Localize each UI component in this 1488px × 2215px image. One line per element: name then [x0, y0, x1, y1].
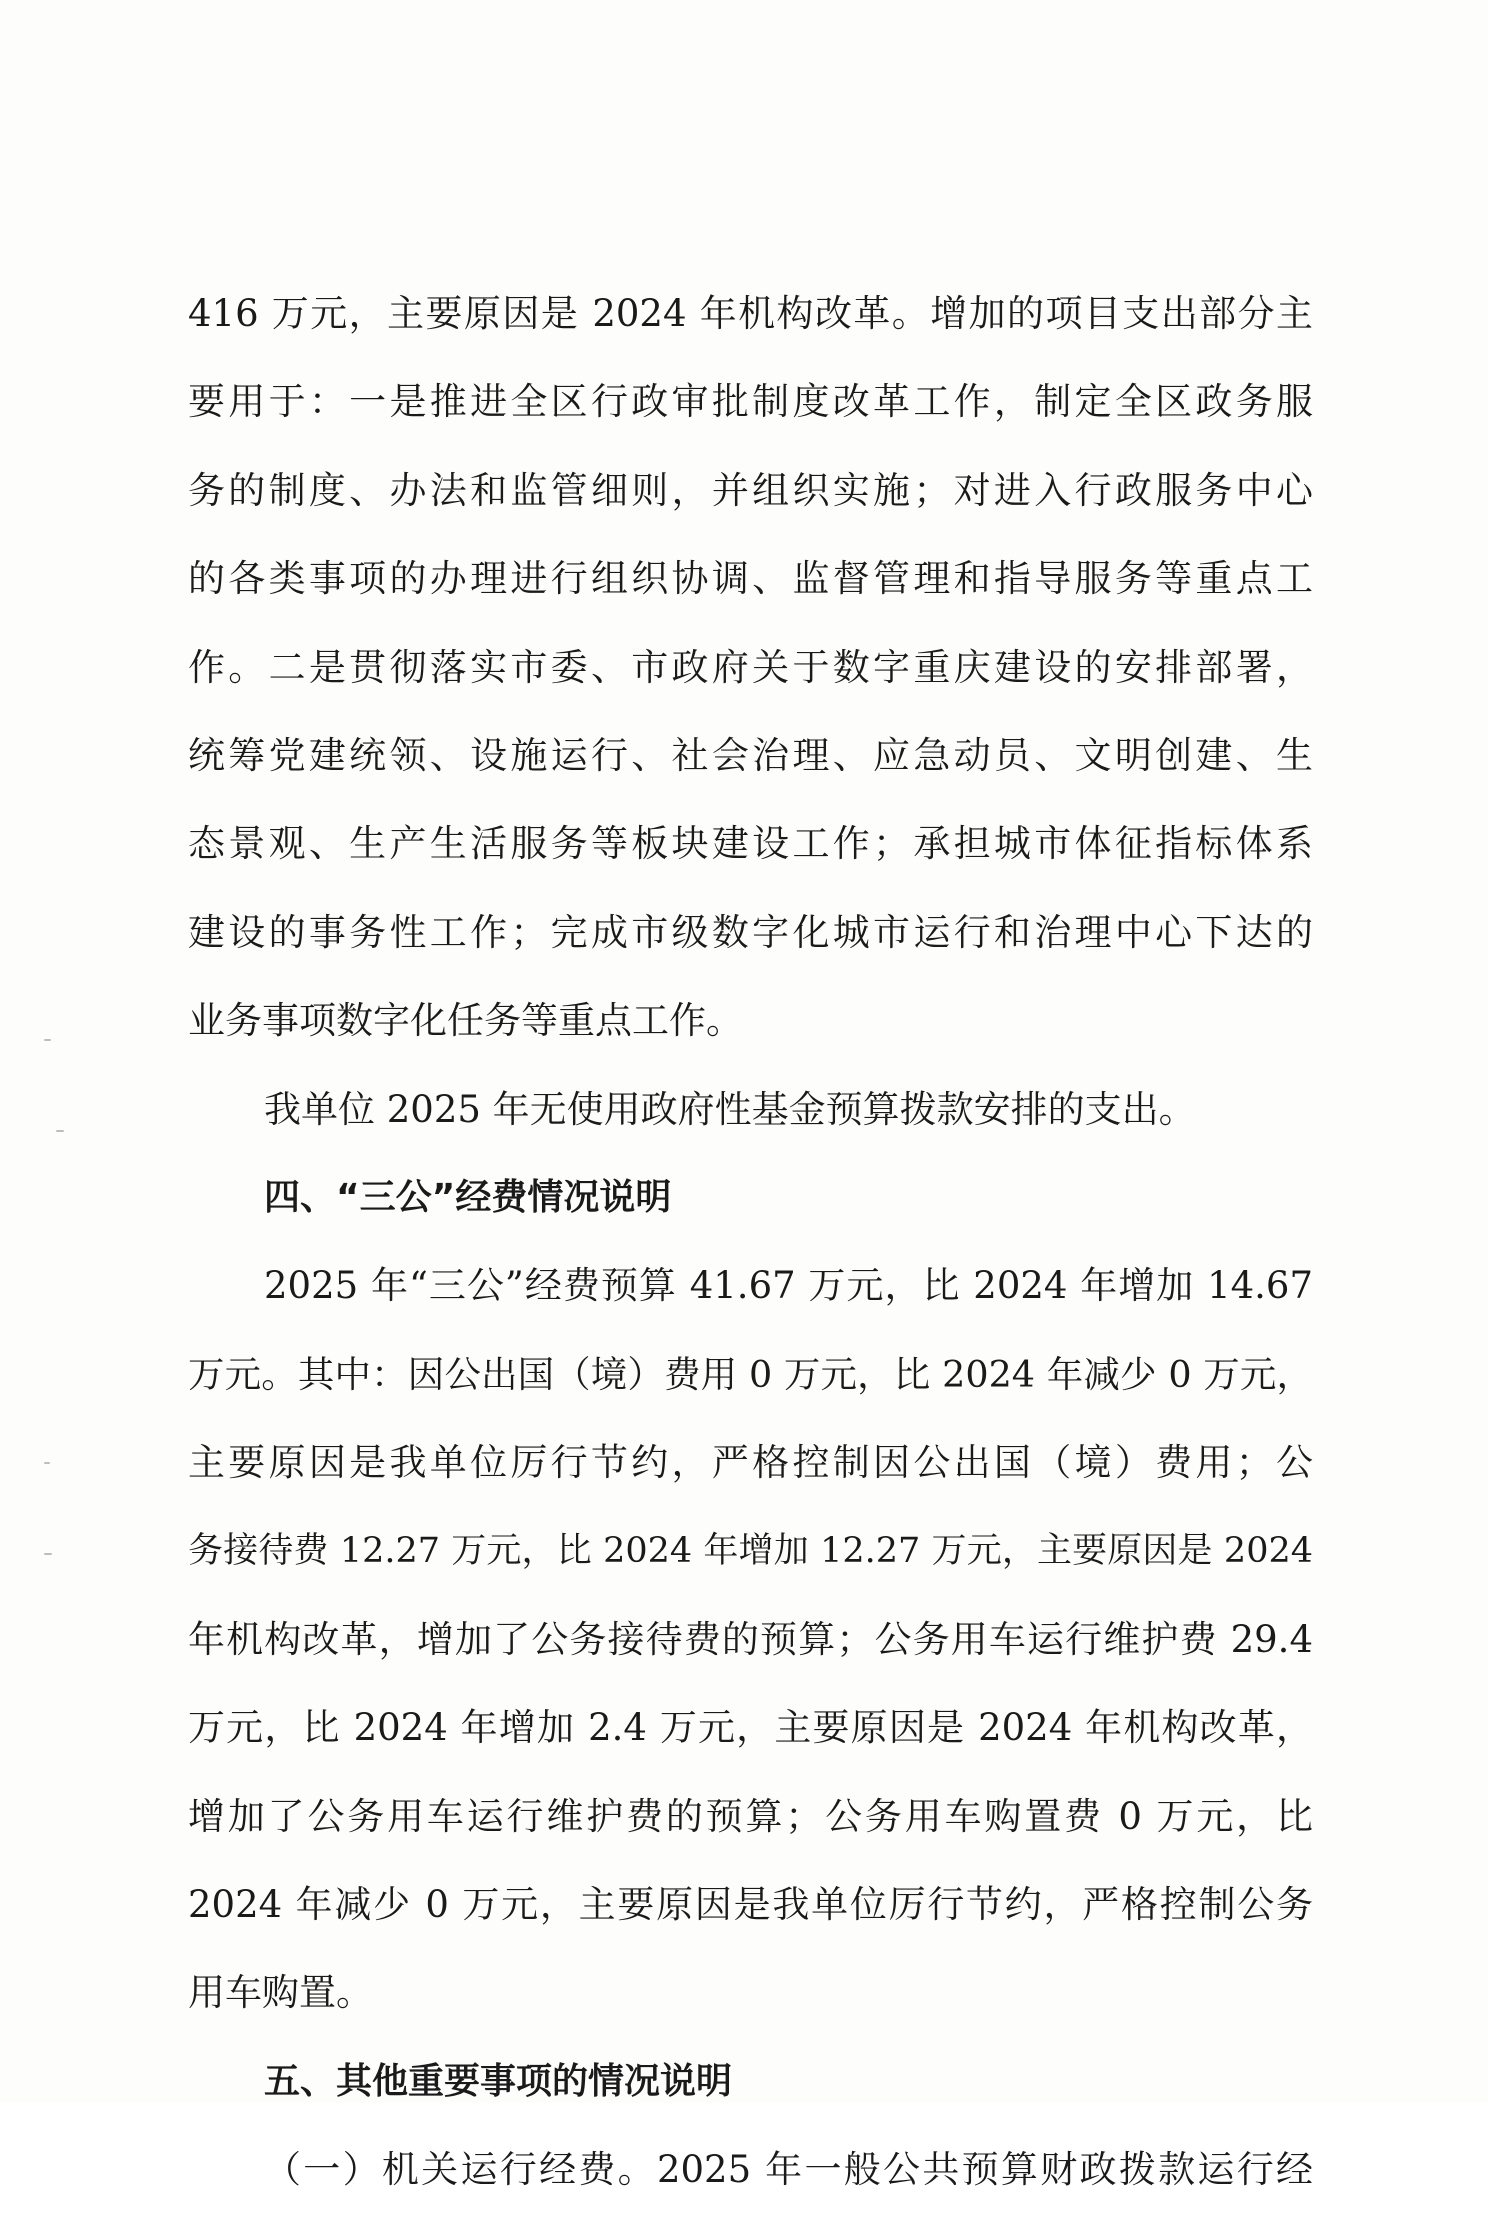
scan-mark [44, 1553, 52, 1555]
body-line: 万元。其中：因公出国（境）费用 0 万元，比 2024 年减少 0 万元， [188, 1352, 1313, 1396]
document-body [188, 270, 1313, 2215]
body-line: 主要原因是我单位厉行节约，严格控制因公出国（境）费用；公 [188, 1441, 1313, 1485]
body-line: 务接待费 12.27 万元，比 2024 年增加 12.27 万元，主要原因是 2024 [188, 1531, 1313, 1572]
body-line: 年机构改革，增加了公务接待费的预算；公务用车运行维护费 29.4 [188, 1617, 1313, 1661]
body-line: 建设的事务性工作；完成市级数字化城市运行和治理中心下达的 [188, 910, 1313, 954]
section-heading: 五、其他重要事项的情况说明 [264, 2060, 733, 2102]
body-line: 业务事项数字化任务等重点工作。 [188, 999, 743, 1043]
body-line: 务的制度、办法和监管细则，并组织实施；对进入行政服务中心 [188, 468, 1313, 512]
body-line: 2024 年减少 0 万元，主要原因是我单位厉行节约，严格控制公务 [188, 1883, 1313, 1927]
body-line: 2025 年“三公”经费预算 41.67 万元，比 2024 年增加 14.67 [264, 1264, 1313, 1308]
scan-mark [44, 1039, 51, 1041]
body-line: 增加了公务用车运行维护费的预算；公务用车购置费 0 万元，比 [188, 1794, 1313, 1838]
body-line: 统筹党建统领、设施运行、社会治理、应急动员、文明创建、生 [188, 733, 1313, 777]
scan-mark [56, 1130, 64, 1132]
body-line: 万元，比 2024 年增加 2.4 万元，主要原因是 2024 年机构改革， [188, 1706, 1313, 1750]
body-line: 作。二是贯彻落实市委、市政府关于数字重庆建设的安排部署， [188, 645, 1313, 689]
section-heading: 四、“三公”经费情况说明 [264, 1176, 672, 1218]
body-line: 态景观、生产生活服务等板块建设工作；承担城市体征指标体系 [188, 822, 1313, 866]
body-line: 用车购置。 [188, 1971, 373, 2015]
body-line: 的各类事项的办理进行组织协调、监督管理和指导服务等重点工 [188, 557, 1313, 601]
body-line: 要用于：一是推进全区行政审批制度改革工作，制定全区政务服 [188, 380, 1313, 424]
body-line: 416 万元，主要原因是 2024 年机构改革。增加的项目支出部分主 [188, 292, 1313, 335]
body-line: （一）机关运行经费。2025 年一般公共预算财政拨款运行经 [264, 2148, 1313, 2192]
body-line: 我单位 2025 年无使用政府性基金预算拨款安排的支出。 [264, 1087, 1196, 1131]
scan-mark [44, 1462, 50, 1464]
